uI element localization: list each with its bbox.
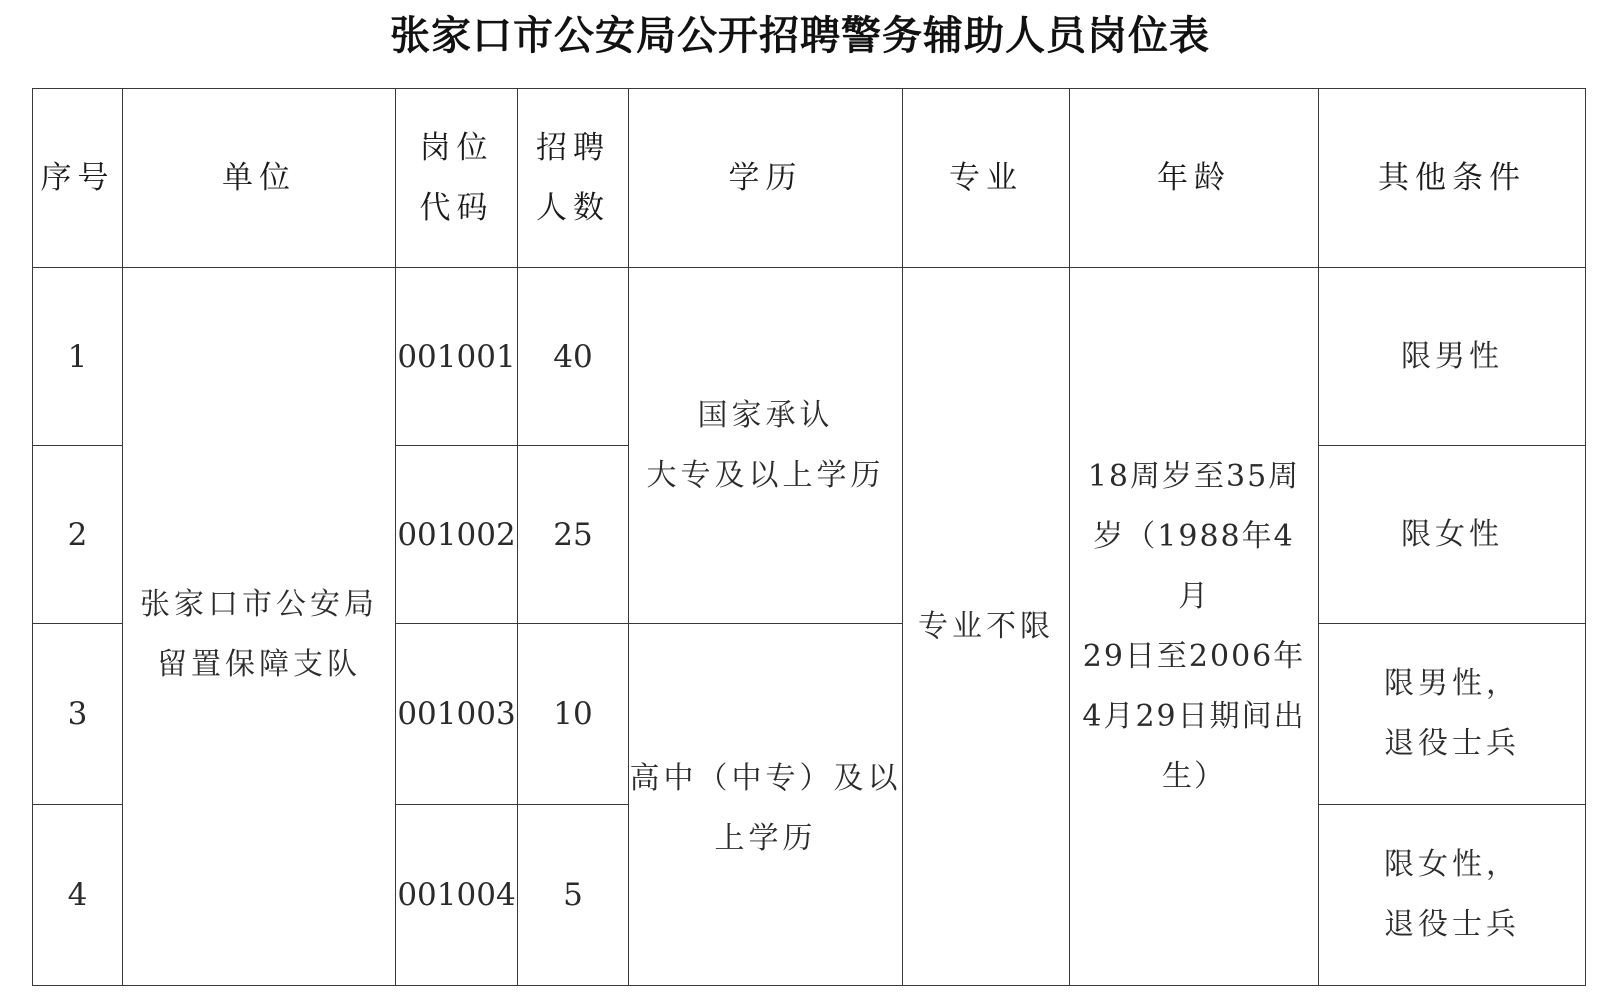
recruitment-table: [32, 88, 1586, 986]
cell-count: 5: [518, 805, 629, 986]
cell-other: 限男性， 退役士兵: [1319, 624, 1586, 805]
table-row: [33, 268, 1586, 446]
cell-other: 限女性: [1319, 446, 1586, 624]
header-index: 序号: [33, 89, 123, 268]
cell-index: 4: [33, 805, 123, 986]
cell-count: 40: [518, 268, 629, 446]
header-major: 专业: [903, 89, 1070, 268]
cell-major: 专业不限: [903, 268, 1070, 986]
cell-post-code: 001004: [396, 805, 518, 986]
cell-age: 18周岁至35周 岁（1988年4月 29日至2006年 4月29日期间出 生）: [1070, 268, 1319, 986]
page-title: 张家口市公安局公开招聘警务辅助人员岗位表: [390, 13, 1210, 59]
cell-other: 限女性， 退役士兵: [1319, 805, 1586, 986]
cell-count: 25: [518, 446, 629, 624]
header-education: 学历: [629, 89, 903, 268]
header-unit: 单位: [123, 89, 396, 268]
header-other: 其他条件: [1319, 89, 1586, 268]
header-post-code: 岗位 代码: [396, 89, 518, 268]
cell-education: 高中（中专）及以 上学历: [629, 624, 903, 986]
header-age: 年龄: [1070, 89, 1319, 268]
cell-unit: 张家口市公安局 留置保障支队: [123, 268, 396, 986]
cell-count: 10: [518, 624, 629, 805]
cell-index: 2: [33, 446, 123, 624]
table-header-row: [33, 89, 1586, 268]
cell-education: 国家承认 大专及以上学历: [629, 268, 903, 624]
cell-other: 限男性: [1319, 268, 1586, 446]
cell-index: 1: [33, 268, 123, 446]
header-count: 招聘 人数: [518, 89, 629, 268]
cell-index: 3: [33, 624, 123, 805]
cell-post-code: 001002: [396, 446, 518, 624]
cell-post-code: 001001: [396, 268, 518, 446]
cell-post-code: 001003: [396, 624, 518, 805]
